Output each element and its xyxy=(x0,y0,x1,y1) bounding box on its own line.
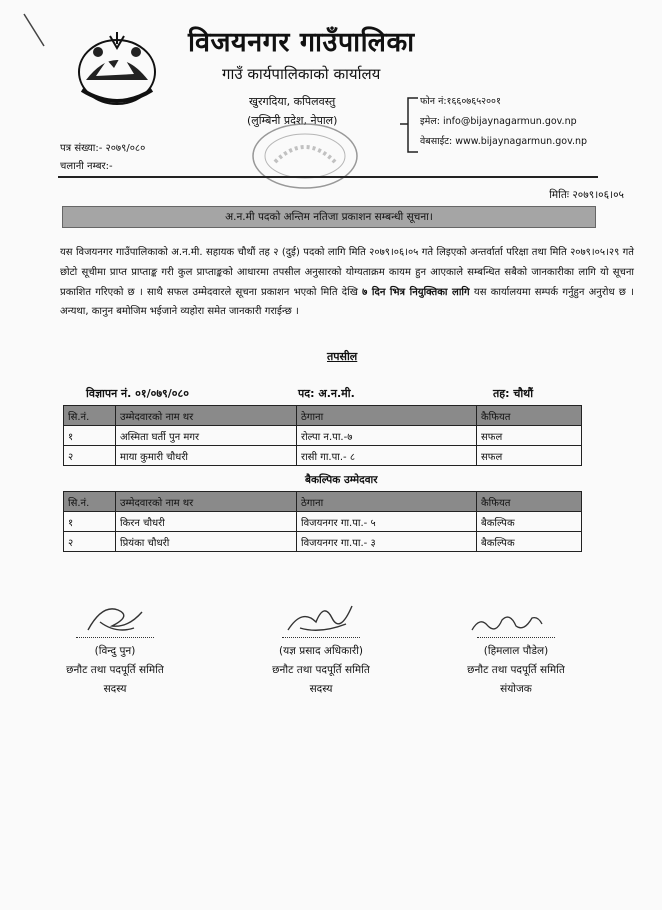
column-header: ठेगाना xyxy=(297,406,477,426)
remarks-cell: सफल xyxy=(477,426,582,446)
remarks-cell: सफल xyxy=(477,446,582,466)
serial-cell: २ xyxy=(64,446,116,466)
table-row xyxy=(64,532,582,552)
table-row xyxy=(64,446,582,466)
signatory-committee: छनौट तथा पदपूर्ति समिति xyxy=(467,664,565,676)
alternate-candidates-table xyxy=(63,491,582,552)
signature-line xyxy=(282,636,360,638)
phone-number: फोन नं:१६६०७६५२००१ xyxy=(420,96,501,107)
letter-number: पत्र संख्या:- २०७९/०८० xyxy=(60,143,146,154)
notice-body xyxy=(60,243,634,322)
municipality-title: विजयनगर गाउँपालिका xyxy=(188,27,415,58)
post-name: पद: अ.न.मी. xyxy=(298,387,355,400)
remarks-cell: बैकल्पिक xyxy=(477,532,582,552)
signatory-role: सदस्य xyxy=(309,683,333,695)
signatory-name: (यज्ञ प्रसाद अधिकारी) xyxy=(278,645,364,657)
name-cell: किरन चौधरी xyxy=(116,512,297,532)
notice-body-part1: यस विजयनगर गाउँपालिकाको अ.न.मी. सहायक चौथौं तह २ (दुई) पदको लागि मिति २०७९।०६।०५ गते लिइएको अन्तर्वार्ता परिक्षा तथा मिति २०७९।०५।२९ गते छोटो सूचीमा प्राप्त प्राप्ताङ्क गरी कुल प्राप्ताङ्कको आधारमा तपसील अनुसारको योग्यताक्रम कायम हुन आएकाले सम्बन्धित सबैको जानकारीका लागि यो सूचना प्रकाशित गरिएको छ । साथै सफल उम्मेदवारले सूचना प्रकाशन भएको मिति देखि xyxy=(60,247,634,298)
office-name: गाउँ कार्यपालिकाको कार्यालय xyxy=(222,65,381,83)
name-cell: अस्मिता घर्ती पुन मगर xyxy=(116,426,297,446)
signatory-name: (हिमलाल पौडेल) xyxy=(483,645,549,657)
column-header: कैफियत xyxy=(477,406,582,426)
office-province: (लुम्बिनी प्रदेश, नेपाल) xyxy=(247,114,338,127)
signatory-block xyxy=(436,636,596,699)
alternate-candidates-heading: बैकल्पिक उम्मेदवार xyxy=(305,474,378,486)
address-cell: रासी गा.पा.- ८ xyxy=(297,446,477,466)
email-address: इमेल: info@bijaynagarmun.gov.np xyxy=(420,116,577,127)
notice-body-bold: ७ दिन भित्र नियुक्तिका लागि xyxy=(362,286,470,298)
signatory-name: (विन्दु पुन) xyxy=(94,645,136,657)
contact-bracket xyxy=(398,94,420,158)
address-cell: रोल्पा न.पा.-७ xyxy=(297,426,477,446)
selected-candidates-table xyxy=(63,405,582,466)
address-cell: विजयनगर गा.पा.- ३ xyxy=(297,532,477,552)
name-cell: माया कुमारी चौधरी xyxy=(116,446,297,466)
post-level: तह: चौथौं xyxy=(493,387,534,400)
column-header: सि.नं. xyxy=(64,492,116,512)
subject-banner: अ.न.मी पदको अन्तिम नतिजा प्रकाशन सम्बन्धी सूचना। xyxy=(62,206,596,228)
signature-line xyxy=(477,636,555,638)
office-address: खुरगदिया, कपिलवस्तु xyxy=(249,95,336,108)
signature-1-icon xyxy=(82,600,152,638)
signatory-committee: छनौट तथा पदपूर्ति समिति xyxy=(272,664,370,676)
header-rule xyxy=(58,176,598,178)
office-stamp-icon xyxy=(250,122,360,190)
serial-cell: १ xyxy=(64,426,116,446)
name-cell: प्रियंका चौधरी xyxy=(116,532,297,552)
serial-cell: २ xyxy=(64,532,116,552)
signatory-committee: छनौट तथा पदपूर्ति समिति xyxy=(66,664,164,676)
signatory-block xyxy=(236,636,406,699)
advertisement-number: विज्ञापन नं. ०१/०७९/०८० xyxy=(86,387,189,400)
remarks-cell: बैकल्पिक xyxy=(477,512,582,532)
table-row xyxy=(64,426,582,446)
signatory-role: सदस्य xyxy=(103,683,127,695)
nepal-emblem-icon xyxy=(72,30,162,108)
notice-date: मितिः २०७९।०६।०५ xyxy=(549,189,624,201)
signatory-block xyxy=(40,636,190,699)
dispatch-number: चलानी नम्बर:- xyxy=(60,161,113,172)
table-header-row xyxy=(64,492,582,512)
column-header: ठेगाना xyxy=(297,492,477,512)
table-header-row xyxy=(64,406,582,426)
column-header: कैफियत xyxy=(477,492,582,512)
signature-3-icon xyxy=(466,608,546,638)
column-header: सि.नं. xyxy=(64,406,116,426)
tapsil-heading: तपसील xyxy=(327,350,358,363)
serial-cell: १ xyxy=(64,512,116,532)
signatory-role: संयोजक xyxy=(500,683,532,695)
website-address: वेबसाईट: www.bijaynagarmun.gov.np xyxy=(420,136,588,147)
notice-body-part2: यस कार्यालयमा सम्पर्क गर्नुहुन अनुरोध छ । अन्यथा, कानुन बमोजिम भईजाने व्यहोरा समेत जानकारी गराईन्छ । xyxy=(60,286,634,318)
signature-line xyxy=(76,636,154,638)
column-header: उम्मेदवारको नाम थर xyxy=(116,492,297,512)
table-row xyxy=(64,512,582,532)
signature-2-icon xyxy=(280,598,360,638)
column-header: उम्मेदवारको नाम थर xyxy=(116,406,297,426)
corner-mark xyxy=(20,12,50,52)
address-cell: विजयनगर गा.पा.- ५ xyxy=(297,512,477,532)
